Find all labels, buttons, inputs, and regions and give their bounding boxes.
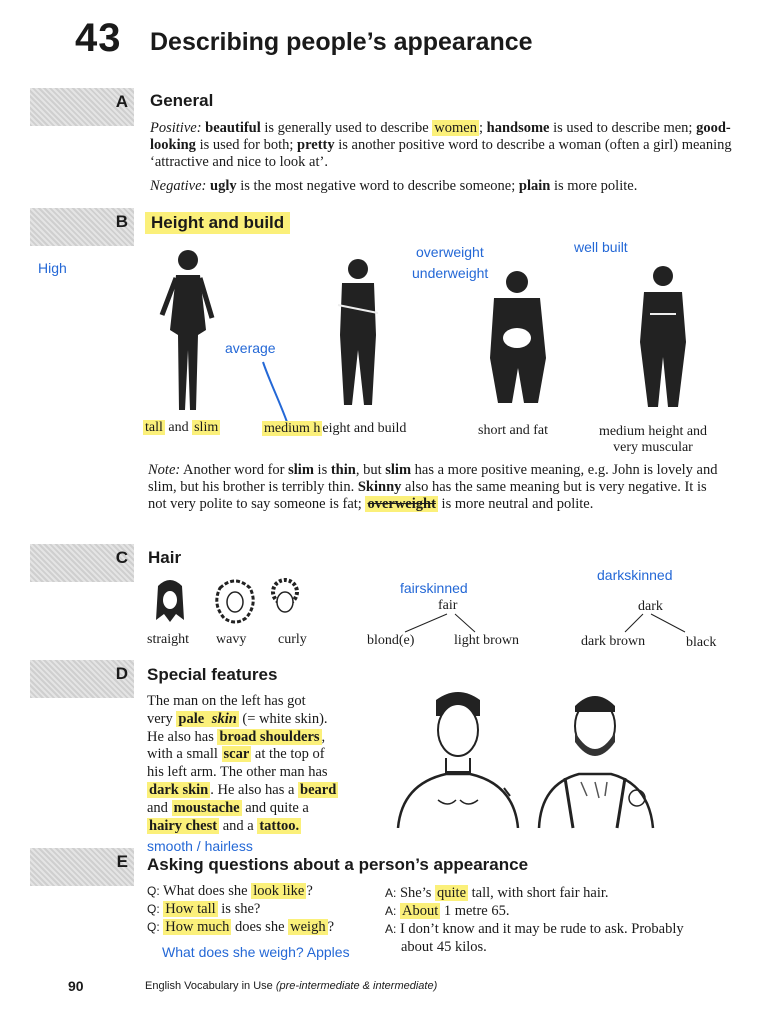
hair-black: black (686, 635, 717, 650)
unit-number: 43 (75, 16, 122, 60)
section-b-letter: B (115, 212, 128, 231)
unit-title: Describing people’s appearance (150, 28, 533, 56)
section-e-answers: A: She’s quite tall, with short fair hair. A: About 1 metre 65. A: I don’t know and it may be rude to ask. Probably about 45 kilos. (385, 884, 725, 956)
caption-medium: medium h eight and build (264, 421, 407, 436)
note-overweight: overweight (416, 244, 484, 260)
question-3: Q: How much does she weigh ? (147, 919, 335, 935)
section-d-title: Special features (147, 665, 278, 684)
note-average: average (225, 340, 276, 356)
section-a-letter: A (115, 92, 128, 111)
short-fat-figure-icon (480, 268, 555, 413)
man-pale-skin-illustration-icon (388, 688, 528, 828)
note-fairskinned: fairskinned (400, 580, 468, 596)
answer-2: A: About 1 metre 65. (385, 903, 510, 919)
section-b-tab (30, 208, 134, 246)
page-number: 90 (68, 978, 84, 994)
caption-short-fat: short and fat (478, 423, 548, 438)
hair-colour-branches (395, 612, 735, 634)
section-c-tab (30, 544, 134, 582)
question-1: Q: What does she look like ? (147, 883, 313, 899)
caption-muscular: medium height and very muscular (598, 424, 708, 455)
annotation-arrow-icon (255, 360, 295, 430)
hair-wavy: wavy (216, 632, 247, 647)
section-d-letter: D (115, 664, 128, 683)
note-well-built: well built (574, 239, 628, 255)
hair-light-brown: light brown (454, 633, 519, 648)
man-dark-skin-illustration-icon (525, 686, 670, 831)
muscular-figure-icon (628, 262, 698, 412)
section-d-text: The man on the left has got very pale skin (= white skin). He also has broad shoulders , with a small scar at the top of his left arm. The other man has dark skin . He also has a beard and moustache and quite a hairy chest and a tattoo. (147, 693, 337, 834)
hair-curly: curly (278, 632, 307, 647)
hair-dark: dark (638, 599, 663, 614)
book-title: English Vocabulary in Use (pre-intermediate & intermediate) (145, 980, 438, 992)
note-smooth-hairless: smooth / hairless (147, 838, 253, 854)
answer-1: A: She’s quite tall, with short fair hair. (385, 885, 609, 901)
hair-dark-brown: dark brown (581, 634, 646, 649)
section-c-title: Hair (148, 548, 182, 567)
section-a-title: General (150, 91, 214, 110)
hair-styles-icon (150, 576, 320, 626)
section-a-negative: Negative: ugly is the most negative word to describe someone; plain is more polite. (150, 178, 638, 194)
note-apples: What does she weigh? Apples (162, 944, 350, 960)
section-e-letter: E (116, 852, 128, 871)
section-e-questions (147, 882, 372, 936)
section-a-positive: Positive: beautiful is generally used to describe women ; handsome is used to describe men; good-looking is used for both; pretty is another positive word to describe a woman (often a girl) meaning ‘attractive and nice to look at’. (150, 120, 732, 170)
medium-build-figure-icon (318, 255, 398, 415)
section-b-title: Height and build (145, 212, 290, 234)
section-b-note: Note: Another word for slim is thin, but slim has a more positive meaning, e.g. John is lovely and slim, but his brother is terribly thin. Skinny also has the same meaning but is very negative. It is not very polite to say someone is fat; overweight is more neutral and polite. (148, 462, 718, 512)
note-high: High (38, 260, 67, 276)
note-underweight: underweight (412, 265, 489, 281)
section-d-tab (30, 660, 134, 698)
note-darkskinned: darkskinned (597, 567, 673, 583)
hair-straight: straight (147, 632, 189, 647)
caption-tall-slim: tall and slim (145, 420, 219, 435)
hair-blonde: blond(e) (367, 633, 415, 648)
question-2: Q: How tall is she? (147, 901, 261, 917)
tall-slim-figure-icon (148, 240, 228, 415)
hair-fair: fair (438, 598, 458, 613)
section-c-letter: C (115, 548, 128, 567)
section-a-tab (30, 88, 134, 126)
section-e-title: Asking questions about a person’s appearance (147, 855, 529, 874)
section-e-tab (30, 848, 134, 886)
answer-3: A: I don’t know and it may be rude to ask. Probably (385, 921, 684, 937)
